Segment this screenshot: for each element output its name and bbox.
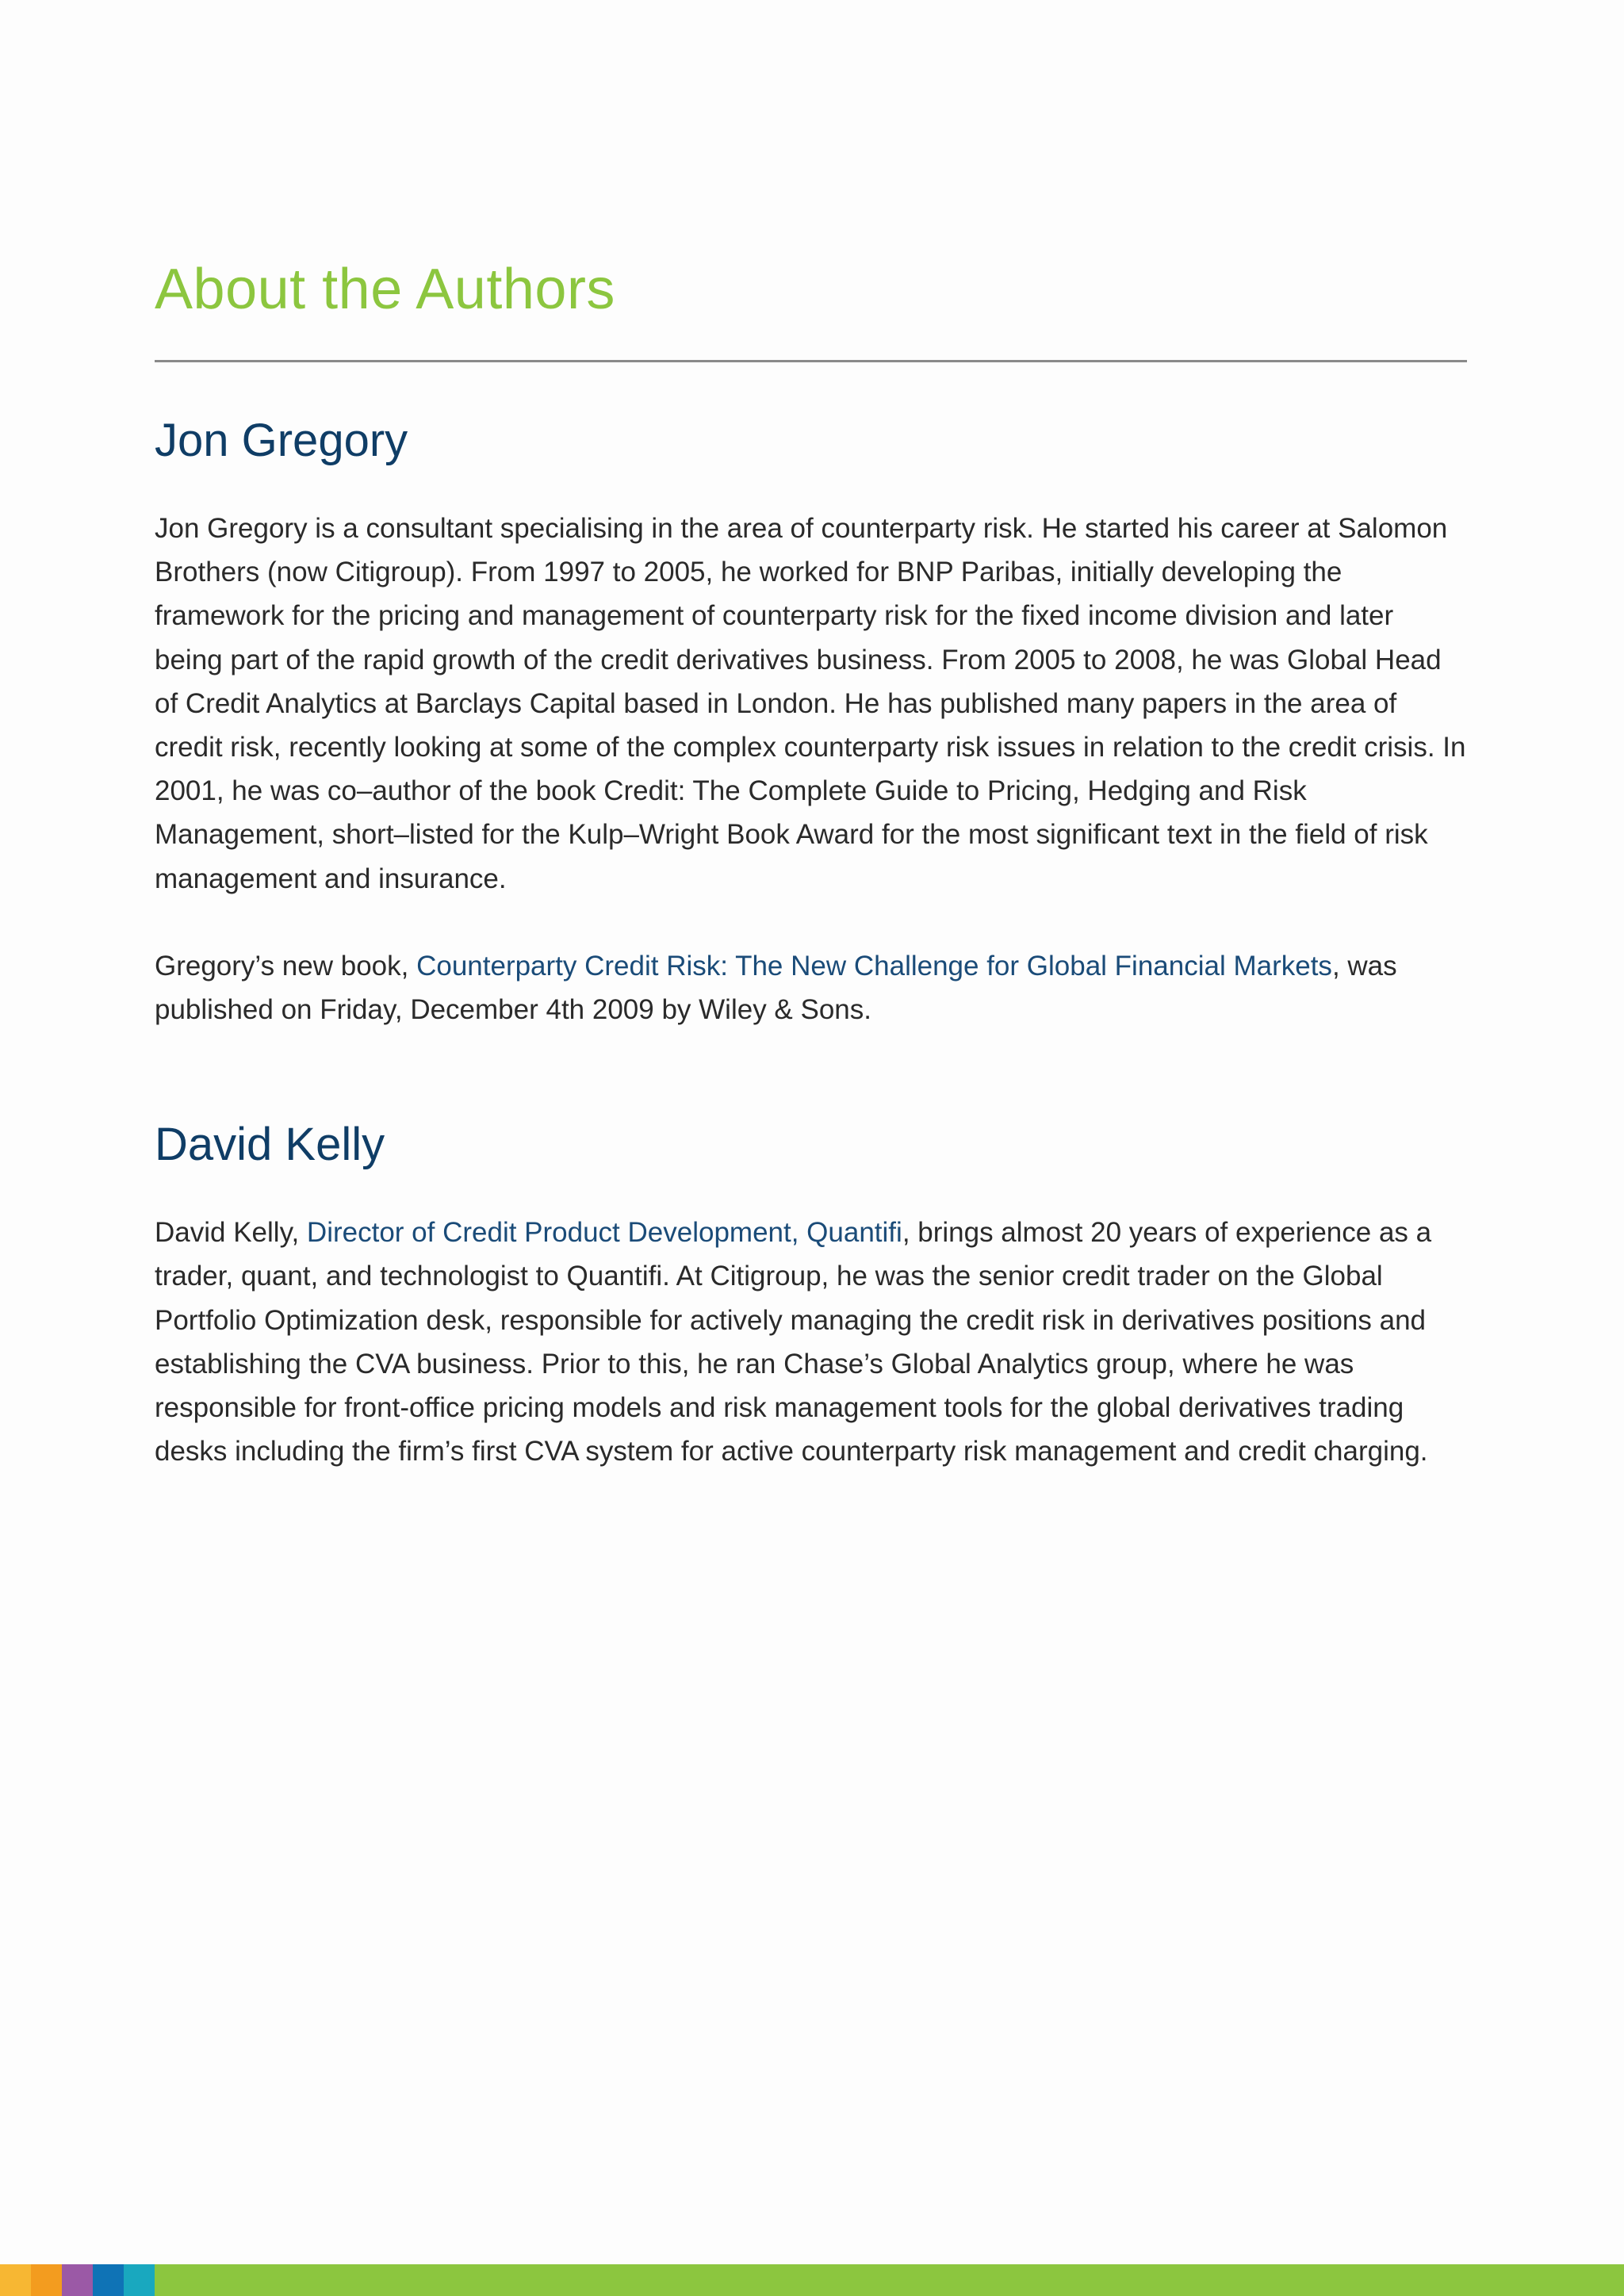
book-title-link[interactable]: Counterparty Credit Risk: The New Challenge for Global Financial Markets (416, 950, 1332, 982)
author-name-david-kelly: David Kelly (155, 1119, 385, 1171)
author-section-jon-gregory (155, 413, 1467, 1031)
author-bio-paragraph: Jon Gregory is a consultant specialising in the area of counterparty risk. He started his career at Salomon Brothers (now Citigroup). From 1997 to 2005, he worked for BNP Paribas, initially developing the framework for the pricing and management of counterparty risk for the fixed income division and later being part of the rapid growth of the credit derivatives business. From 2005 to 2008, he was Global Head of Credit Analytics at Barclays Capital based in London. He has published many papers in the area of credit risk, recently looking at some of the complex counterparty risk issues in relation to the credit crisis. In 2001, he was co–author of the book Credit: The Complete Guide to Pricing, Hedging and Risk Management, short–listed for the Kulp–Wright Book Award for the most significant text in the field of risk management and insurance. (155, 513, 1466, 894)
paragraph-text: Gregory’s new book, (155, 950, 417, 982)
author-role-link[interactable]: Director of Credit Product Development, Quantifi (306, 1217, 902, 1249)
author-book-paragraph (155, 944, 1467, 1031)
author-section-david-kelly (155, 1117, 1467, 1473)
footer-bar-segment (31, 2264, 62, 2296)
author-bio-paragraph (155, 1211, 1467, 1473)
page-title: About the Authors (155, 258, 615, 321)
paragraph-text: David Kelly, (155, 1217, 307, 1249)
footer-bar-segment (124, 2264, 155, 2296)
footer-bar-main (155, 2264, 1624, 2296)
footer-color-bar (0, 2264, 1624, 2296)
footer-bar-segment (0, 2264, 31, 2296)
footer-bar-segment (62, 2264, 93, 2296)
paragraph-text: , was published on Friday, December 4th 2009 by Wiley & Sons. (155, 950, 1397, 1026)
title-divider (155, 360, 1467, 362)
paragraph-text: , brings almost 20 years of experience as a trader, quant, and technologist to Quantifi. At Citigroup, he was the senior credit trader on the Global Portfolio Optimization desk, responsible for actively managing the credit risk in derivatives positions and establishing the CVA business. Prior to this, he ran Chase’s Global Analytics group, where he was responsible for front-office pricing models and risk management tools for the global derivatives trading desks including the firm’s first CVA system for active counterparty risk management and credit charging. (155, 1217, 1432, 1468)
footer-bar-segment (93, 2264, 124, 2296)
page-content (155, 254, 1467, 1473)
author-name-jon-gregory: Jon Gregory (155, 415, 408, 466)
